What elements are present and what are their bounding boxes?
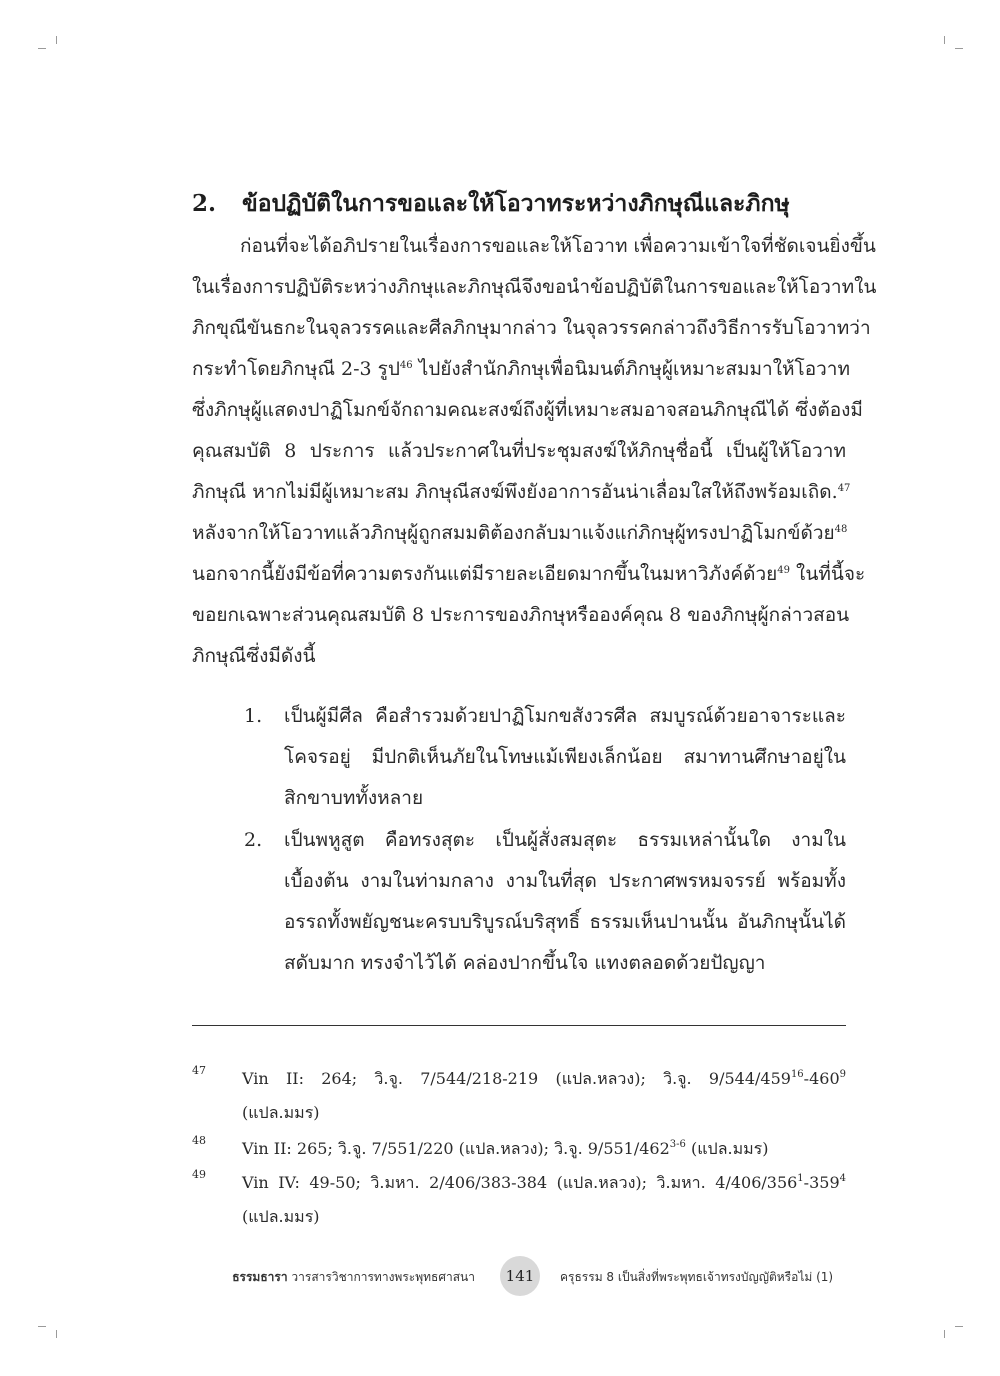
footnote-line: Vin II: 264; วิ.จู. 7/544/218-219 (แปล.หลวง); วิ.จู. $9/544/459^{16}-460^9$ xyxy=(242,1069,846,1088)
crop-mark-top-right xyxy=(944,36,945,44)
list-item-line: เบื้องต้น งามในท่ามกลาง งามในที่สุด ประกาศพรหมจรรย์ พร้อมทั้ง xyxy=(284,870,846,892)
paragraph-line-with-ref xyxy=(192,472,851,513)
list-item xyxy=(192,696,846,819)
footnote-number: 47 xyxy=(192,1064,206,1077)
footnote-ref[interactable]: 46 xyxy=(399,360,413,371)
crop-mark-bottom-left xyxy=(38,1326,46,1327)
paragraph-line: คุณสมบัติ 8 ประการ แล้วประกาศในที่ประชุมสงฆ์ให้ภิกษุชื่อนี้ เป็นผู้ให้โอวาท xyxy=(192,440,846,462)
section-number: 2. xyxy=(192,190,217,217)
footnote-line: (แปล.มมร) xyxy=(242,1207,320,1226)
crop-mark-bottom-right xyxy=(944,1330,945,1338)
list-item-line: เป็นพหูสูต คือทรงสุตะ เป็นผู้สั่งสมสุตะ ธรรมเหล่านั้นใด งามใน xyxy=(284,829,846,851)
journal-name: ธรรมธารา วารสารวิชาการทางพระพุทธศาสนา xyxy=(232,1270,475,1284)
paragraph-line: ก่อนที่จะได้อภิปรายในเรื่องการขอและให้โอวาท เพื่อความเข้าใจที่ชัดเจนยิ่งขึ้น xyxy=(240,235,876,257)
footnote-number: 48 xyxy=(192,1134,206,1147)
crop-mark-top-left xyxy=(56,36,57,44)
footnote-ref[interactable]: 47 xyxy=(837,483,851,494)
paragraph-line-with-ref xyxy=(192,349,850,390)
paragraph-text: ไปยังสำนักภิกษุเพื่อนิมนต์ภิกษุผู้เหมาะสมมาให้โอวาท xyxy=(418,358,850,380)
crop-mark-top-right xyxy=(955,48,963,49)
paragraph-line: ซึ่งภิกษุผู้แสดงปาฏิโมกข์จักถามคณะสงฆ์ถึงผู้ที่เหมาะสมอาจสอนภิกษุณีได้ ซึ่งต้องมี xyxy=(192,399,863,421)
footnote xyxy=(192,1062,846,1130)
crop-mark-bottom-left xyxy=(56,1330,57,1338)
page-number: 141 xyxy=(500,1256,540,1296)
paragraph-text: ภิกษุณี หากไม่มีผู้เหมาะสม ภิกษุณีสงฆ์พึงยังอาการอันน่าเลื่อมใสให้ถึงพร้อมเถิด. xyxy=(192,481,838,503)
paragraph-line: ภิกษุณีซึ่งมีดังนี้ xyxy=(192,645,316,667)
paragraph-text: กระทำโดยภิกษุณี 2-3 รูป xyxy=(192,358,400,380)
crop-mark-top-left xyxy=(38,48,46,49)
list-item-number: 2. xyxy=(244,829,263,851)
footnote-line: Vin II: 265; วิ.จู. 7/551/220 (แปล.หลวง); วิ.จู. 9/551/462$^{3-6}$ (แปล.มมร) xyxy=(242,1139,769,1158)
paragraph-line: ขอยกเฉพาะส่วนคุณสมบัติ 8 ประการของภิกษุหรือองค์คุณ 8 ของภิกษุผู้กล่าวสอน xyxy=(192,604,850,626)
paragraph-text: นอกจากนี้ยังมีข้อที่ความตรงกันแต่มีรายละเอียดมากขึ้นในมหาวิภังค์ด้วย xyxy=(192,563,778,585)
paragraph-text: หลังจากให้โอวาทแล้วภิกษุผู้ถูกสมมติต้องกลับมาแจ้งแก่ภิกษุผู้ทรงปาฏิโมกข์ด้วย xyxy=(192,522,835,544)
list-item-line: เป็นผู้มีศีล คือสำรวมด้วยปาฏิโมกขสังวรศีล สมบูรณ์ด้วยอาจาระและ xyxy=(284,705,846,727)
paragraph-line: ในเรื่องการปฏิบัติระหว่างภิกษุและภิกษุณีจึงขอนำข้อปฏิบัติในการขอและให้โอวาทใน xyxy=(192,276,877,298)
list-item-line: สิกขาบททั้งหลาย xyxy=(284,787,424,809)
footnote-ref[interactable]: 48 xyxy=(834,524,848,535)
section-heading xyxy=(192,186,852,222)
crop-mark-bottom-right xyxy=(955,1326,963,1327)
footnote-ref[interactable]: 49 xyxy=(777,565,790,576)
paragraph-line-with-ref xyxy=(192,554,866,595)
list-item-number: 1. xyxy=(244,705,263,727)
list-item-line: โคจรอยู่ มีปกติเห็นภัยในโทษแม้เพียงเล็กน้อย สมาทานศึกษาอยู่ใน xyxy=(284,746,846,768)
footnote xyxy=(192,1132,846,1166)
paragraph-line: ภิกขุณีขันธกะในจุลวรรคและศีลภิกษุมากล่าว ในจุลวรรคกล่าวถึงวิธีการรับโอวาทว่า xyxy=(192,317,871,339)
footnote-divider xyxy=(192,1025,846,1026)
paragraph-line-with-ref xyxy=(192,513,846,554)
list-item-line: อรรถทั้งพยัญชนะครบบริบูรณ์บริสุทธิ์ ธรรมเห็นปานนั้น อันภิกษุนั้นได้ xyxy=(284,911,846,933)
footnote xyxy=(192,1166,846,1234)
page-footer xyxy=(0,1256,1000,1296)
footnote-line: Vin IV: 49-50; วิ.มหา. 2/406/383-384 (แปล.หลวง); วิ.มหา. $4/406/356^1-359^4$ xyxy=(242,1173,846,1192)
list-item-line: สดับมาก ทรงจำไว้ได้ คล่องปากขึ้นใจ แทงตลอดด้วยปัญญา xyxy=(284,952,766,974)
footnote-number: 49 xyxy=(192,1168,206,1181)
paragraph-text: ในที่นี้จะ xyxy=(796,563,866,585)
section-title: ข้อปฏิบัติในการขอและให้โอวาทระหว่างภิกษุณีและภิกษุ xyxy=(242,190,790,217)
body-paragraph xyxy=(192,226,877,677)
footnote-line: (แปล.มมร) xyxy=(242,1103,320,1122)
list-item xyxy=(192,820,846,984)
article-title: ครุธรรม 8 เป็นสิ่งที่พระพุทธเจ้าทรงบัญญัติหรือไม่ (1) xyxy=(560,1270,834,1284)
